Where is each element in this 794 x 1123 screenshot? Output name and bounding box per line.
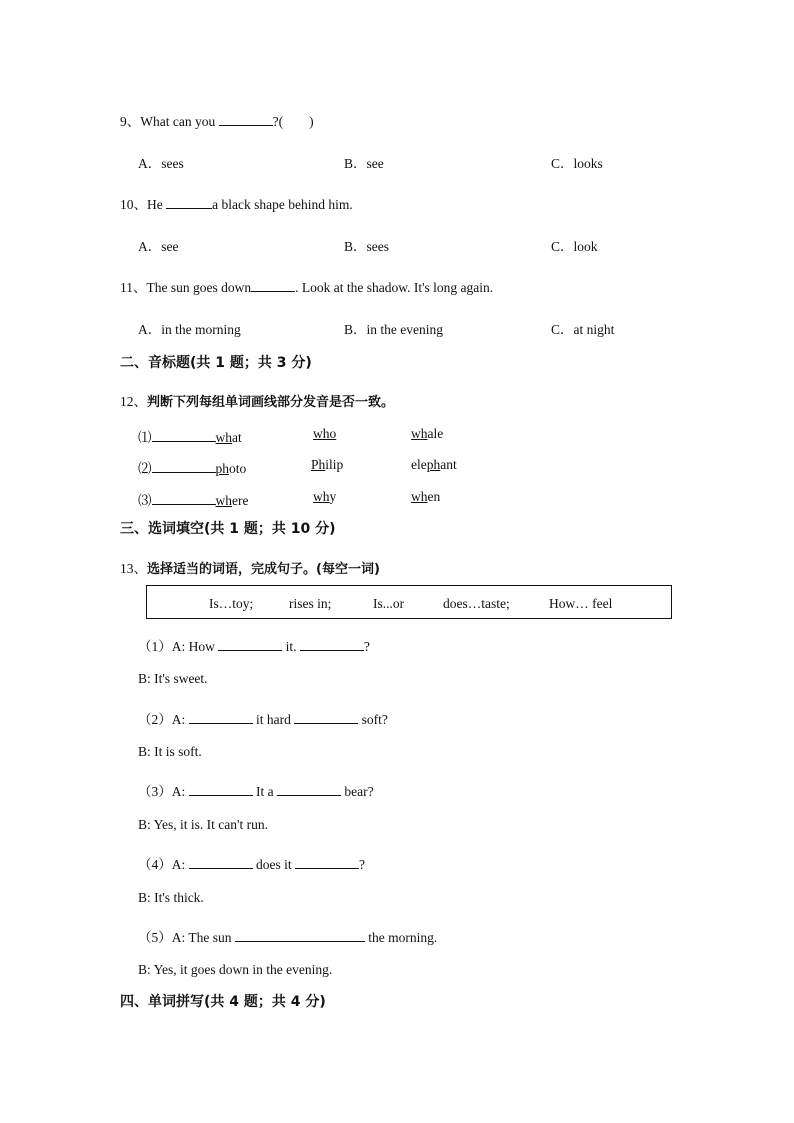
question-text: a black shape behind him. <box>212 197 353 212</box>
dialogue-b: B: Yes, it is. It can't run. <box>138 817 268 832</box>
question-number: 11、 <box>120 280 147 295</box>
paren: ) <box>309 114 314 129</box>
answer-blank[interactable] <box>152 429 216 442</box>
question-number: 12、 <box>120 394 147 409</box>
option-b[interactable]: B．in the evening <box>344 322 443 337</box>
option-a[interactable]: A．in the morning <box>138 322 241 337</box>
dialogue-a: （1）A: How it. ? <box>138 639 370 654</box>
section-title-2: 二、音标题(共 1 题；共 3 分) <box>120 355 312 371</box>
phonics-row: ⑵ photo <box>138 461 247 476</box>
question-9 <box>120 110 314 130</box>
dialogue-a: （3）A: It a bear? <box>138 784 374 799</box>
word: whale <box>411 426 444 441</box>
option-a[interactable]: A．sees <box>138 156 184 171</box>
answer-blank[interactable] <box>295 856 359 869</box>
dialogue-b: B: It is soft. <box>138 744 202 759</box>
phonics-row: ⑶ where <box>138 493 249 508</box>
word-bank-item: How… feel <box>549 596 613 611</box>
word: when <box>411 489 441 504</box>
answer-blank[interactable] <box>189 711 253 724</box>
word: elephant <box>411 457 457 472</box>
answer-blank[interactable] <box>219 113 273 126</box>
question-12 <box>120 390 394 410</box>
dialogue-b: B: Yes, it goes down in the evening. <box>138 962 333 977</box>
answer-blank[interactable] <box>251 279 295 292</box>
question-text: 判断下列每组单词画线部分发音是否一致。 <box>147 395 395 410</box>
word-bank-item: rises in; <box>289 596 332 611</box>
word: why <box>313 489 337 504</box>
option-b[interactable]: B．sees <box>344 239 390 254</box>
option-c[interactable]: C．at night <box>551 322 615 337</box>
section-title-4: 四、单词拼写(共 4 题；共 4 分) <box>120 994 326 1010</box>
option-b[interactable]: B．see <box>344 156 384 171</box>
answer-blank[interactable] <box>189 783 253 796</box>
question-number: 13、 <box>120 561 147 576</box>
question-text: The sun goes down <box>146 280 252 295</box>
option-a[interactable]: A．see <box>138 239 179 254</box>
dialogue-a: （2）A: it hard soft? <box>138 712 388 727</box>
answer-blank[interactable] <box>235 929 365 942</box>
word-bank-box <box>146 585 672 619</box>
option-c[interactable]: C．looks <box>551 156 603 171</box>
question-text: He <box>147 197 167 212</box>
answer-blank[interactable] <box>294 711 358 724</box>
word-bank-item: Is…toy; <box>209 596 254 611</box>
answer-blank[interactable] <box>189 856 253 869</box>
question-13 <box>120 557 380 577</box>
question-text: 选择适当的词语，完成句子。(每空一词) <box>147 562 380 577</box>
answer-blank[interactable] <box>218 638 282 651</box>
answer-blank[interactable] <box>277 783 341 796</box>
question-text: What can you <box>140 114 219 129</box>
question-text: . Look at the shadow. It's long again. <box>295 280 494 295</box>
section-title-3: 三、选词填空(共 1 题；共 10 分) <box>120 521 336 537</box>
dialogue-b: B: It's sweet. <box>138 671 208 686</box>
word: who <box>313 426 337 441</box>
answer-blank[interactable] <box>300 638 364 651</box>
dialogue-b: B: It's thick. <box>138 890 204 905</box>
question-10 <box>120 193 353 213</box>
question-text: ?( <box>272 114 284 129</box>
option-c[interactable]: C．look <box>551 239 598 254</box>
question-11 <box>120 276 493 296</box>
word-bank-item: Is...or <box>373 596 405 611</box>
answer-blank[interactable] <box>152 460 216 473</box>
phonics-row: ⑴ what <box>138 430 242 445</box>
answer-blank[interactable] <box>152 492 216 505</box>
dialogue-a: （4）A: does it ? <box>138 857 365 872</box>
word-bank-item: does…taste; <box>443 596 510 611</box>
question-number: 10、 <box>120 197 147 212</box>
answer-blank[interactable] <box>166 196 212 209</box>
dialogue-a: （5）A: The sun the morning. <box>138 930 438 945</box>
question-number: 9、 <box>120 114 141 129</box>
word: Philip <box>311 457 344 472</box>
